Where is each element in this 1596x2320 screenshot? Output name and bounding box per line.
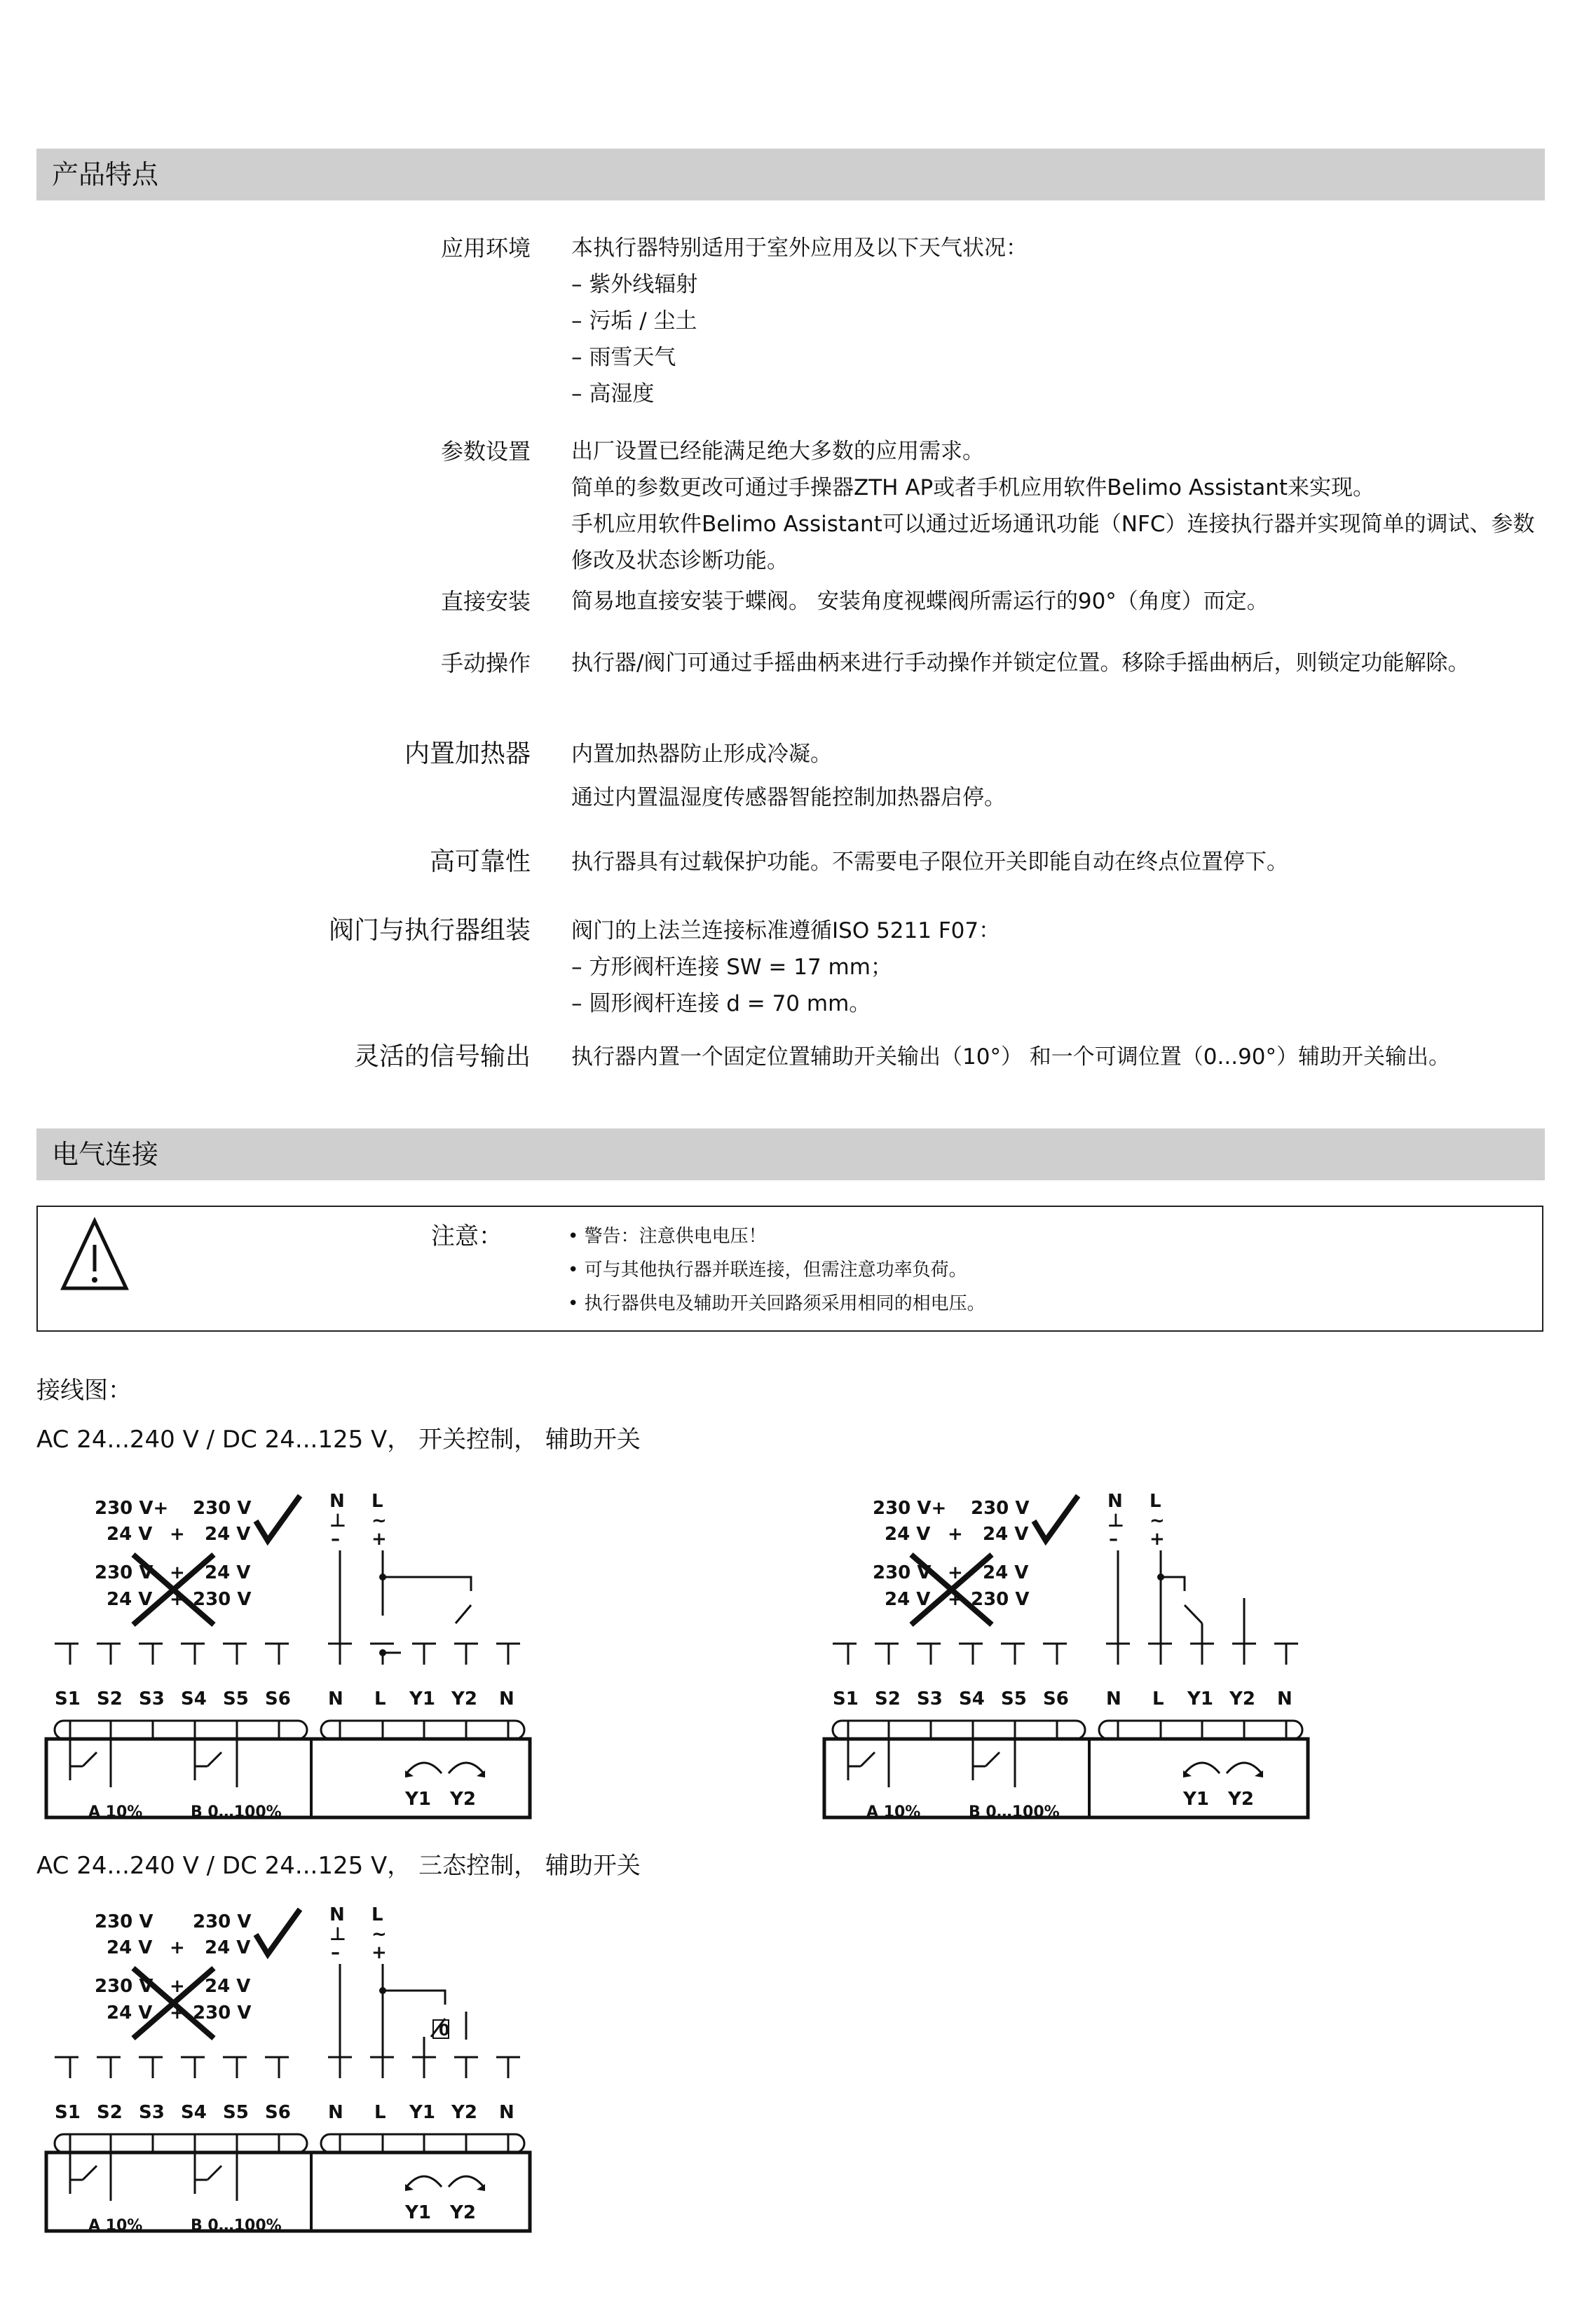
label-a-10: A 10% (88, 2217, 143, 2234)
terminal-n: N (1277, 1688, 1293, 1710)
terminal-s4: S4 (959, 1688, 985, 1710)
feature-line: – 雨雪天气 (571, 339, 1539, 376)
label-230v: 230 V (873, 1562, 932, 1583)
warning-item: • 警告：注意供电电压！ (568, 1220, 985, 1253)
label-24v: 24 V (885, 1589, 931, 1610)
label-a-10: A 10% (88, 1803, 143, 1821)
feature-description (571, 913, 1539, 1022)
busbar-aux (55, 1721, 307, 1739)
busbar-power (321, 1721, 524, 1739)
check-icon (1034, 1496, 1078, 1541)
feature-label: 直接安装 (440, 588, 531, 615)
section-header-features: 产品特点 (36, 149, 1545, 200)
feature-line: – 方形阀杆连接 SW = 17 mm； (571, 949, 1539, 985)
feature-line: – 污垢 / 尘土 (571, 303, 1539, 339)
label-n: N (329, 1491, 345, 1512)
feature-label: 阀门与执行器组装 (328, 916, 531, 945)
label-tilde: ~ (371, 1924, 387, 1945)
terminal-l: L (1152, 1688, 1164, 1710)
warning-label: 注意： (431, 1222, 503, 1250)
wiring-diagram-onoff-2 (820, 1486, 1318, 1822)
label-230v-plus: 230 V+ (95, 1498, 169, 1519)
wiring-title: 接线图： (36, 1377, 132, 1405)
terminal-s3: S3 (139, 1688, 165, 1710)
label-y2: Y2 (450, 1789, 476, 1810)
label-earth: ⊥ (329, 1924, 346, 1945)
feature-label: 内置加热器 (404, 739, 531, 768)
terminal-s3: S3 (139, 2102, 165, 2123)
label-plus: + (1150, 1529, 1165, 1550)
feature-line: 执行器具有过载保护功能。不需要电子限位开关即能自动在终点位置停下。 (571, 849, 1288, 875)
label-y1: Y1 (405, 2202, 431, 2223)
label-plus: + (371, 1942, 387, 1963)
label-n: N (1107, 1491, 1123, 1512)
terminal-y1: Y1 (409, 1688, 435, 1710)
label-b-0-100: B 0…100% (191, 1803, 282, 1821)
feature-label: 灵活的信号输出 (353, 1042, 531, 1071)
feature-line: 阀门的上法兰连接标准遵循ISO 5211 F07： (571, 918, 1001, 943)
feature-line: 通过内置温湿度传感器智能控制加热器启停。 (571, 785, 1006, 810)
label-tilde: ~ (371, 1510, 387, 1531)
label-230v: 230 V (95, 1911, 154, 1932)
terminal-s4: S4 (181, 2102, 207, 2123)
label-n: N (329, 1904, 345, 1925)
power-wire (340, 1964, 466, 2078)
label-230v: 230 V (193, 1498, 252, 1519)
terminal-n: N (499, 2102, 514, 2123)
feature-label: 手动操作 (440, 650, 531, 676)
terminal-s2: S2 (875, 1688, 901, 1710)
busbar-power (1099, 1721, 1302, 1739)
terminal-s4: S4 (181, 1688, 207, 1710)
label-plus: + (170, 1562, 185, 1583)
warning-list (568, 1220, 985, 1321)
terminal-n: N (328, 2102, 343, 2123)
terminal-s5: S5 (223, 2102, 249, 2123)
label-24v: 24 V (205, 1937, 251, 1958)
wiring-diagram-onoff-1 (42, 1486, 540, 1822)
label-230v: 230 V (193, 1589, 252, 1610)
label-y1: Y1 (1183, 1789, 1209, 1810)
feature-label: 应用环境 (440, 235, 531, 261)
terminal-s5: S5 (223, 1688, 249, 1710)
label-230v: 230 V (193, 2002, 252, 2024)
label-l: L (371, 1491, 383, 1512)
terminal-dashes (55, 2057, 520, 2078)
label-earth: ⊥ (329, 1510, 346, 1531)
terminal-y2: Y2 (1229, 1688, 1255, 1710)
label-minus: – (331, 1942, 340, 1963)
terminal-y2: Y2 (451, 1688, 477, 1710)
feature-line: 手机应用软件Belimo Assistant可以通过近场通讯功能（NFC）连接执行器并实现简单的调试、参数修改及状态诊断功能。 (571, 512, 1535, 573)
terminal-y1: Y1 (1187, 1688, 1213, 1710)
label-24v: 24 V (107, 1524, 153, 1545)
label-230v: 230 V (95, 1976, 154, 1997)
terminal-dashes (55, 1644, 520, 1665)
label-plus: + (948, 1524, 963, 1545)
feature-line: 内置加热器防止形成冷凝。 (571, 742, 832, 767)
subtitle-onoff: AC 24...240 V / DC 24...125 V， 开关控制， 辅助开关 (36, 1426, 641, 1454)
label-plus: + (948, 1589, 963, 1610)
feature-line: 简单的参数更改可通过手操器ZTH AP或者手机应用软件Belimo Assistant来实现。 (571, 475, 1375, 500)
busbar-aux (55, 2134, 307, 2152)
label-plus: + (170, 1937, 185, 1958)
terminal-l: L (374, 2102, 386, 2123)
label-230v: 230 V (193, 1911, 252, 1932)
power-wire (340, 1550, 471, 1653)
feature-label: 高可靠性 (429, 847, 531, 876)
terminal-n: N (1106, 1688, 1121, 1710)
label-y2: Y2 (1228, 1789, 1254, 1810)
label-earth: ⊥ (1107, 1510, 1124, 1531)
terminal-s1: S1 (833, 1688, 859, 1710)
feature-label: 参数设置 (440, 438, 531, 465)
feature-line: – 圆形阀杆连接 d = 70 mm。 (571, 985, 1539, 1022)
feature-line: 执行器/阀门可通过手摇曲柄来进行手动操作并锁定位置。移除手摇曲柄后，则锁定功能解除。 (571, 650, 1470, 676)
label-24v: 24 V (983, 1562, 1029, 1583)
busbar-aux (833, 1721, 1085, 1739)
feature-description (571, 230, 1539, 412)
label-minus: – (331, 1529, 340, 1550)
label-230v-plus: 230 V+ (873, 1498, 947, 1519)
power-wire (1118, 1550, 1244, 1665)
warning-item: • 可与其他执行器并联连接，但需注意功率负荷。 (568, 1253, 985, 1287)
label-24v: 24 V (205, 1524, 251, 1545)
label-24v: 24 V (107, 2002, 153, 2024)
terminal-y1: Y1 (409, 2102, 435, 2123)
terminal-s6: S6 (265, 1688, 291, 1710)
label-plus: + (948, 1562, 963, 1583)
label-plus: + (371, 1529, 387, 1550)
check-icon (256, 1909, 300, 1954)
feature-description (571, 645, 1539, 681)
feature-line: – 紫外线辐射 (571, 266, 1539, 303)
label-24v: 24 V (885, 1524, 931, 1545)
feature-line: 出厂设置已经能满足绝大多数的应用需求。 (571, 439, 984, 464)
label-b-0-100: B 0…100% (969, 1803, 1060, 1821)
terminal-l: L (374, 1688, 386, 1710)
label-b-0-100: B 0…100% (191, 2217, 282, 2234)
feature-line: 执行器内置一个固定位置辅助开关输出（10°） 和一个可调位置（0...90°）辅助开关输出。 (571, 1044, 1451, 1070)
feature-line: 本执行器特别适用于室外应用及以下天气状况： (571, 236, 1028, 261)
label-tilde: ~ (1150, 1510, 1165, 1531)
label-y1: Y1 (405, 1789, 431, 1810)
check-icon (256, 1496, 300, 1541)
warning-triangle-icon (60, 1217, 129, 1292)
feature-description (571, 583, 1539, 620)
label-l: L (371, 1904, 383, 1925)
wiring-diagram-3pt (42, 1899, 540, 2236)
label-24v: 24 V (205, 1976, 251, 1997)
terminal-s3: S3 (917, 1688, 943, 1710)
feature-description (571, 844, 1539, 880)
label-plus: + (170, 1976, 185, 1997)
feature-description (571, 1039, 1539, 1075)
label-230v: 230 V (971, 1498, 1030, 1519)
feature-description (571, 736, 1539, 816)
warning-item: • 执行器供电及辅助开关回路须采用相同的相电压。 (568, 1287, 985, 1321)
busbar-power (321, 2134, 524, 2152)
label-24v: 24 V (983, 1524, 1029, 1545)
terminal-n: N (328, 1688, 343, 1710)
terminal-s2: S2 (97, 2102, 123, 2123)
terminal-dashes (833, 1644, 1298, 1665)
label-230v: 230 V (971, 1589, 1030, 1610)
feature-line: 简易地直接安装于蝶阀。 安装角度视蝶阀所需运行的90°（角度）而定。 (571, 589, 1269, 614)
terminal-s1: S1 (55, 1688, 81, 1710)
label-plus: + (170, 1589, 185, 1610)
label-230v: 230 V (95, 1562, 154, 1583)
feature-line: – 高湿度 (571, 376, 1539, 412)
terminal-y2: Y2 (451, 2102, 477, 2123)
terminal-s6: S6 (265, 2102, 291, 2123)
label-a-10: A 10% (866, 1803, 921, 1821)
terminal-s5: S5 (1001, 1688, 1027, 1710)
terminal-s6: S6 (1043, 1688, 1069, 1710)
label-24v: 24 V (205, 1562, 251, 1583)
terminal-s1: S1 (55, 2102, 81, 2123)
label-plus: + (170, 2002, 185, 2024)
label-minus: – (1109, 1529, 1118, 1550)
label-24v: 24 V (107, 1589, 153, 1610)
feature-description (571, 433, 1539, 579)
label-plus: + (170, 1524, 185, 1545)
label-24v: 24 V (107, 1937, 153, 1958)
terminal-s2: S2 (97, 1688, 123, 1710)
section-header-electrical: 电气连接 (36, 1128, 1545, 1180)
label-y2: Y2 (450, 2202, 476, 2223)
subtitle-3pt: AC 24...240 V / DC 24...125 V， 三态控制， 辅助开关 (36, 1852, 641, 1880)
label-zero: 0 (439, 2022, 450, 2040)
label-l: L (1150, 1491, 1161, 1512)
terminal-n: N (499, 1688, 514, 1710)
